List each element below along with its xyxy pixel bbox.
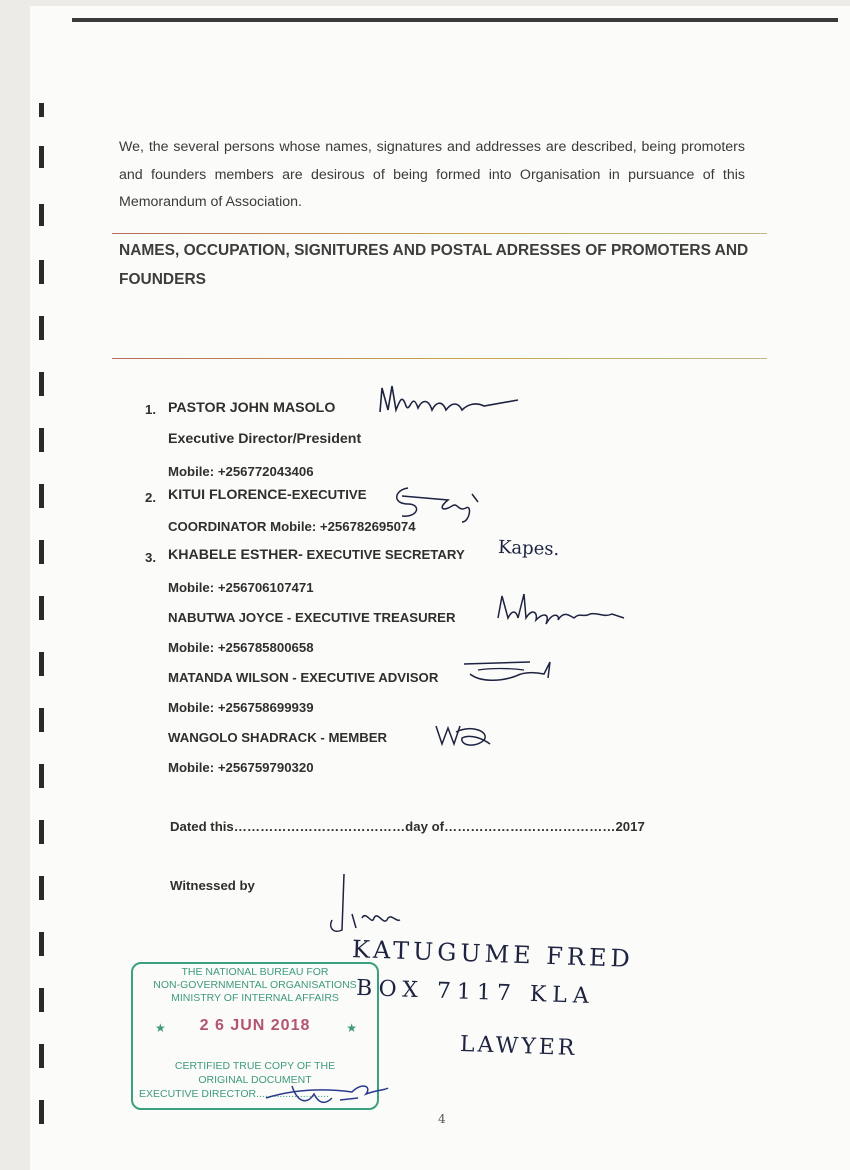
stamp-line: ORIGINAL DOCUMENT [198, 1074, 312, 1086]
star-icon: ★ [155, 1021, 166, 1035]
punch-mark [39, 764, 44, 788]
punch-mark [39, 260, 44, 284]
signature [432, 718, 496, 752]
punch-mark [39, 372, 44, 396]
founder-name-role: MATANDA WILSON - EXECUTIVE ADVISOR [168, 670, 439, 685]
punch-mark [39, 820, 44, 844]
stamp-line: THE NATIONAL BUREAU FOR [181, 966, 329, 978]
punch-mark [39, 1044, 44, 1068]
punch-mark [39, 652, 44, 676]
punch-mark [39, 146, 44, 168]
list-number: 2. [145, 490, 156, 505]
star-icon: ★ [346, 1021, 357, 1035]
stamp-line: NON-GOVERNMENTAL ORGANISATIONS [153, 979, 357, 991]
punch-mark [39, 428, 44, 452]
founder-mobile: Mobile: +256772043406 [168, 464, 314, 479]
punch-mark [39, 540, 44, 564]
punch-mark [39, 103, 44, 117]
punch-mark [39, 596, 44, 620]
punch-mark [39, 876, 44, 900]
witness-title: LAWYER [459, 1031, 578, 1062]
binding-edge [72, 18, 838, 22]
dated-line: Dated this…………………………………day of…………………………………2017 [170, 819, 645, 834]
signature [372, 380, 522, 425]
signature [322, 870, 442, 942]
stamp-date: 2 6 JUN 2018 [199, 1017, 311, 1034]
founder-role-mobile: COORDINATOR Mobile: +256782695074 [168, 519, 416, 534]
founder-role: EXECUTIVE SECRETARY [302, 547, 465, 562]
stamp-line: CERTIFIED TRUE COPY OF THE [174, 1060, 336, 1072]
signature [388, 478, 488, 526]
founder-mobile: Mobile: +256758699939 [168, 700, 314, 715]
punch-mark [39, 204, 44, 226]
founder-mobile: Mobile: +256759790320 [168, 760, 314, 775]
founder-name: KITUI FLORENCE- [168, 487, 292, 503]
founder-mobile: Mobile: +256785800658 [168, 640, 314, 655]
witness-address: BOX 7117 KLA [355, 975, 596, 1010]
divider [112, 358, 767, 359]
punch-mark [39, 988, 44, 1012]
founder-role: EXECUTIVE [291, 487, 367, 502]
list-number: 3. [145, 550, 156, 565]
founder-name-role: WANGOLO SHADRACK - MEMBER [168, 730, 388, 745]
founder-name: PASTOR JOHN MASOLO [168, 400, 336, 416]
founder-name-role: NABUTWA JOYCE - EXECUTIVE TREASURER [168, 610, 456, 625]
signature [460, 652, 560, 692]
punch-mark [39, 316, 44, 340]
intro-paragraph: We, the several persons whose names, signatures and addresses are described, being promoters and founders members are desirous of being formed into Organisation in pursuance of this Memorandum of Association. [119, 139, 745, 210]
signature [494, 588, 630, 630]
punch-mark [39, 484, 44, 508]
stamp-line: MINISTRY OF INTERNAL AFFAIRS [171, 992, 339, 1004]
section-heading: NAMES, OCCUPATION, SIGNITURES AND POSTAL ADRESSES OF PROMOTERS AND FOUNDERS [119, 242, 749, 288]
punch-mark [39, 932, 44, 956]
stamp-line: EXECUTIVE DIRECTOR......................... [139, 1088, 330, 1100]
founder-mobile: Mobile: +256706107471 [168, 580, 314, 595]
founder-name: KHABELE ESTHER- [168, 547, 303, 563]
punch-mark [39, 1100, 44, 1124]
witness-name: KATUGUME FRED [351, 935, 635, 973]
signature-handwritten: Kapes. [497, 536, 560, 561]
punch-mark [39, 708, 44, 732]
list-number: 1. [145, 402, 156, 417]
signature [262, 1076, 392, 1110]
witnessed-label: Witnessed by [170, 878, 255, 893]
page-number: 4 [438, 1112, 446, 1126]
founder-role: Executive Director/President [168, 431, 362, 447]
divider [112, 233, 767, 234]
